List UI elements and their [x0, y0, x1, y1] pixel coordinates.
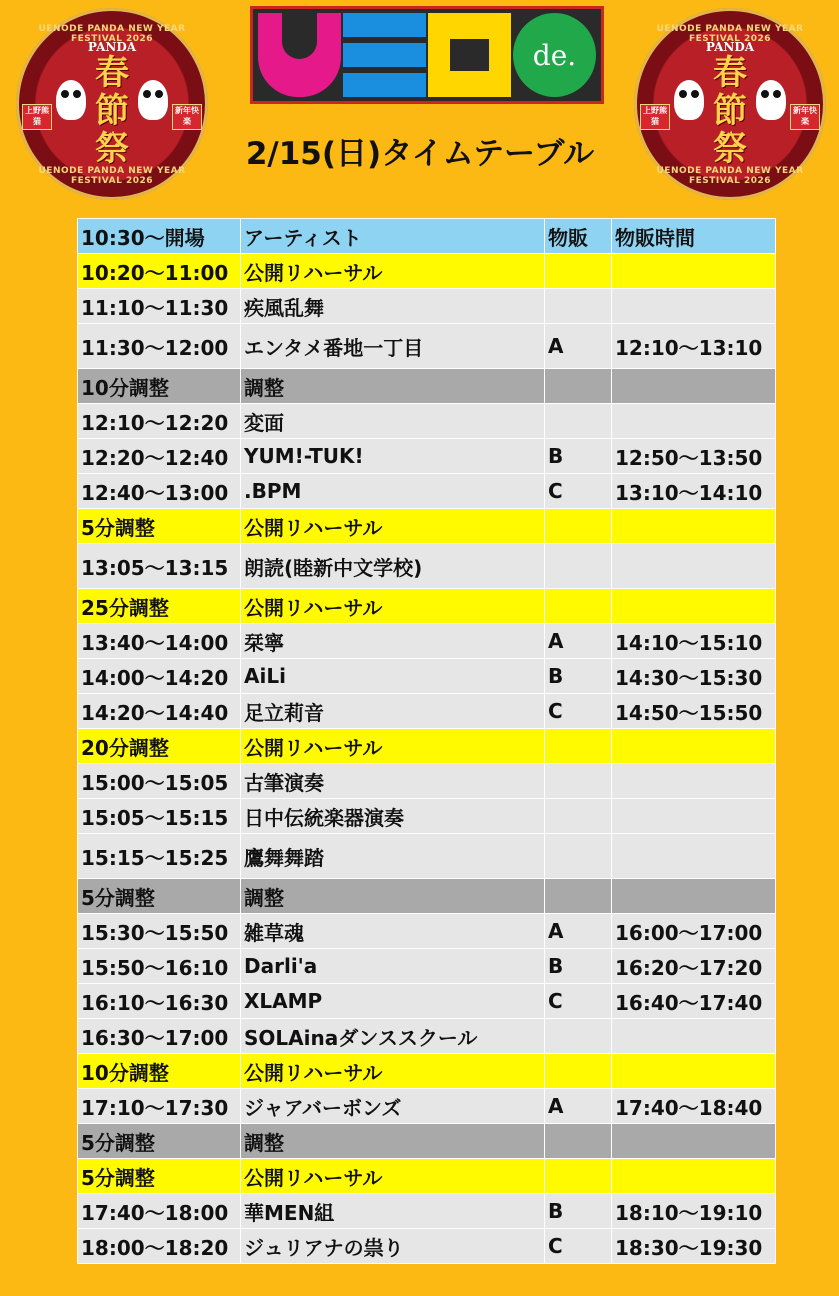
table-row: [78, 1229, 776, 1264]
cell-sales-time: [612, 589, 776, 624]
seal-ring-text-bottom: UENODE PANDA NEW YEAR FESTIVAL 2026: [656, 166, 804, 186]
cell-artist: XLAMP: [241, 984, 545, 1019]
cell-time: 17:10〜17:30: [78, 1089, 241, 1124]
header-sales-time: 物販時間: [612, 219, 776, 254]
table-row: [78, 949, 776, 984]
ueno-de-logo: [250, 6, 604, 104]
table-row: [78, 624, 776, 659]
cell-artist: SOLAinaダンススクール: [241, 1019, 545, 1054]
cell-sales-time: 14:10〜15:10: [612, 624, 776, 659]
cell-booth: [545, 764, 612, 799]
cell-time: 5分調整: [78, 509, 241, 544]
cell-artist: 鷹舞舞踏: [241, 834, 545, 879]
cell-sales-time: [612, 764, 776, 799]
table-row: [78, 764, 776, 799]
cell-time: 14:00〜14:20: [78, 659, 241, 694]
cell-time: 5分調整: [78, 879, 241, 914]
table-row: [78, 729, 776, 764]
cell-sales-time: 14:30〜15:30: [612, 659, 776, 694]
cell-artist: 足立莉音: [241, 694, 545, 729]
cell-booth: [545, 589, 612, 624]
cell-booth: [545, 729, 612, 764]
cell-booth: [545, 834, 612, 879]
cell-booth: C: [545, 984, 612, 1019]
panda-icon: [674, 80, 704, 120]
cell-time: 10分調整: [78, 369, 241, 404]
cell-artist: 華MEN組: [241, 1194, 545, 1229]
cell-time: 14:20〜14:40: [78, 694, 241, 729]
cell-time: 16:10〜16:30: [78, 984, 241, 1019]
table-row: [78, 834, 776, 879]
cell-booth: [545, 544, 612, 589]
cell-sales-time: [612, 1054, 776, 1089]
cell-sales-time: 12:10〜13:10: [612, 324, 776, 369]
cell-sales-time: [612, 834, 776, 879]
seal-ring-text-bottom: UENODE PANDA NEW YEAR FESTIVAL 2026: [38, 166, 186, 186]
cell-booth: [545, 509, 612, 544]
table-row: [78, 254, 776, 289]
cell-booth: C: [545, 474, 612, 509]
cell-artist: 疾風乱舞: [241, 289, 545, 324]
table-row: [78, 879, 776, 914]
cell-sales-time: [612, 369, 776, 404]
table-row: [78, 404, 776, 439]
cell-artist: 公開リハーサル: [241, 1159, 545, 1194]
cell-sales-time: 17:40〜18:40: [612, 1089, 776, 1124]
cell-booth: [545, 369, 612, 404]
page-title: 2/15(日)タイムテーブル: [245, 136, 595, 172]
cell-time: 20分調整: [78, 729, 241, 764]
cell-artist: 雑草魂: [241, 914, 545, 949]
cell-time: 13:40〜14:00: [78, 624, 241, 659]
cell-sales-time: 18:30〜19:30: [612, 1229, 776, 1264]
cell-booth: A: [545, 914, 612, 949]
cell-artist: 公開リハーサル: [241, 729, 545, 764]
cell-time: 5分調整: [78, 1159, 241, 1194]
logo-letter-e: [343, 13, 426, 97]
cell-time: 11:30〜12:00: [78, 324, 241, 369]
cell-booth: [545, 404, 612, 439]
cell-booth: B: [545, 659, 612, 694]
seal-ring-text-top: UENODE PANDA NEW YEAR FESTIVAL 2026: [38, 24, 186, 44]
cell-booth: [545, 289, 612, 324]
table-row: [78, 544, 776, 589]
cell-artist: 変面: [241, 404, 545, 439]
cell-booth: C: [545, 1229, 612, 1264]
cell-time: 10:20〜11:00: [78, 254, 241, 289]
header-time: 10:30〜開場: [78, 219, 241, 254]
table-row: [78, 694, 776, 729]
cell-artist: 古筆演奏: [241, 764, 545, 799]
panda-icon: [56, 80, 86, 120]
cell-time: 15:50〜16:10: [78, 949, 241, 984]
cell-artist: ジャアバーボンズ: [241, 1089, 545, 1124]
cell-booth: B: [545, 439, 612, 474]
cell-artist: 日中伝統楽器演奏: [241, 799, 545, 834]
cell-artist: 栞寧: [241, 624, 545, 659]
cell-booth: A: [545, 324, 612, 369]
cell-sales-time: 16:00〜17:00: [612, 914, 776, 949]
cell-time: 25分調整: [78, 589, 241, 624]
cell-sales-time: [612, 729, 776, 764]
cell-time: 5分調整: [78, 1124, 241, 1159]
cell-sales-time: 12:50〜13:50: [612, 439, 776, 474]
cell-booth: B: [545, 1194, 612, 1229]
cell-sales-time: 16:40〜17:40: [612, 984, 776, 1019]
seal-festival-text: 春節祭: [713, 53, 747, 169]
cell-sales-time: [612, 1019, 776, 1054]
cell-sales-time: 16:20〜17:20: [612, 949, 776, 984]
seal-panda-word: PANDA: [705, 40, 755, 54]
cell-artist: 公開リハーサル: [241, 254, 545, 289]
table-row: [78, 324, 776, 369]
table-row: [78, 1089, 776, 1124]
cell-booth: [545, 1124, 612, 1159]
seal-tag-right: 新年快楽: [790, 104, 820, 130]
cell-booth: [545, 1054, 612, 1089]
cell-sales-time: [612, 879, 776, 914]
table-row: [78, 1194, 776, 1229]
table-row: [78, 589, 776, 624]
cell-artist: 調整: [241, 369, 545, 404]
logo-letter-n: [428, 13, 511, 97]
cell-artist: 公開リハーサル: [241, 1054, 545, 1089]
table-row: [78, 439, 776, 474]
cell-time: 15:30〜15:50: [78, 914, 241, 949]
cell-booth: [545, 254, 612, 289]
table-row: [78, 914, 776, 949]
cell-sales-time: [612, 404, 776, 439]
panda-icon: [756, 80, 786, 120]
cell-booth: A: [545, 1089, 612, 1124]
seal-ring-text-top: UENODE PANDA NEW YEAR FESTIVAL 2026: [656, 24, 804, 44]
cell-time: 12:20〜12:40: [78, 439, 241, 474]
festival-seal-right: [634, 8, 826, 200]
cell-sales-time: [612, 544, 776, 589]
cell-artist: YUM!-TUK!: [241, 439, 545, 474]
cell-sales-time: [612, 289, 776, 324]
cell-sales-time: [612, 799, 776, 834]
table-row: [78, 509, 776, 544]
table-row: [78, 1124, 776, 1159]
table-row: [78, 1019, 776, 1054]
timetable: [77, 218, 776, 1264]
seal-tag-right: 新年快楽: [172, 104, 202, 130]
table-row: [78, 799, 776, 834]
cell-time: 12:10〜12:20: [78, 404, 241, 439]
cell-booth: B: [545, 949, 612, 984]
cell-time: 12:40〜13:00: [78, 474, 241, 509]
seal-tag-left: 上野熊猫: [22, 104, 52, 130]
cell-sales-time: 13:10〜14:10: [612, 474, 776, 509]
cell-time: 13:05〜13:15: [78, 544, 241, 589]
cell-time: 10分調整: [78, 1054, 241, 1089]
table-row: [78, 474, 776, 509]
header-artist: アーティスト: [241, 219, 545, 254]
logo-letter-de: de.: [513, 13, 596, 97]
cell-time: 15:05〜15:15: [78, 799, 241, 834]
cell-artist: Darli'a: [241, 949, 545, 984]
cell-artist: ジュリアナの祟り: [241, 1229, 545, 1264]
table-row: [78, 1159, 776, 1194]
cell-booth: C: [545, 694, 612, 729]
table-row: [78, 1054, 776, 1089]
cell-artist: 公開リハーサル: [241, 589, 545, 624]
cell-sales-time: [612, 1159, 776, 1194]
cell-artist: AiLi: [241, 659, 545, 694]
header-booth: 物販: [545, 219, 612, 254]
cell-artist: 調整: [241, 1124, 545, 1159]
logo-letter-u: [258, 13, 341, 97]
table-row: [78, 369, 776, 404]
timetable-body: [78, 219, 776, 1264]
cell-time: 15:00〜15:05: [78, 764, 241, 799]
timetable-header-row: [78, 219, 776, 254]
cell-artist: 公開リハーサル: [241, 509, 545, 544]
cell-booth: [545, 1019, 612, 1054]
seal-festival-text: 春節祭: [95, 53, 129, 169]
cell-artist: エンタメ番地一丁目: [241, 324, 545, 369]
cell-time: 11:10〜11:30: [78, 289, 241, 324]
cell-artist: .BPM: [241, 474, 545, 509]
cell-booth: A: [545, 624, 612, 659]
table-row: [78, 984, 776, 1019]
cell-artist: 朗読(睦新中文学校): [241, 544, 545, 589]
cell-sales-time: [612, 254, 776, 289]
cell-time: 15:15〜15:25: [78, 834, 241, 879]
cell-time: 16:30〜17:00: [78, 1019, 241, 1054]
cell-sales-time: [612, 509, 776, 544]
table-row: [78, 659, 776, 694]
cell-time: 18:00〜18:20: [78, 1229, 241, 1264]
panda-icon: [138, 80, 168, 120]
seal-tag-left: 上野熊猫: [640, 104, 670, 130]
cell-sales-time: 18:10〜19:10: [612, 1194, 776, 1229]
cell-sales-time: [612, 1124, 776, 1159]
cell-booth: [545, 879, 612, 914]
table-row: [78, 289, 776, 324]
cell-sales-time: 14:50〜15:50: [612, 694, 776, 729]
cell-time: 17:40〜18:00: [78, 1194, 241, 1229]
festival-seal-left: [16, 8, 208, 200]
cell-artist: 調整: [241, 879, 545, 914]
cell-booth: [545, 1159, 612, 1194]
cell-booth: [545, 799, 612, 834]
seal-panda-word: PANDA: [87, 40, 137, 54]
